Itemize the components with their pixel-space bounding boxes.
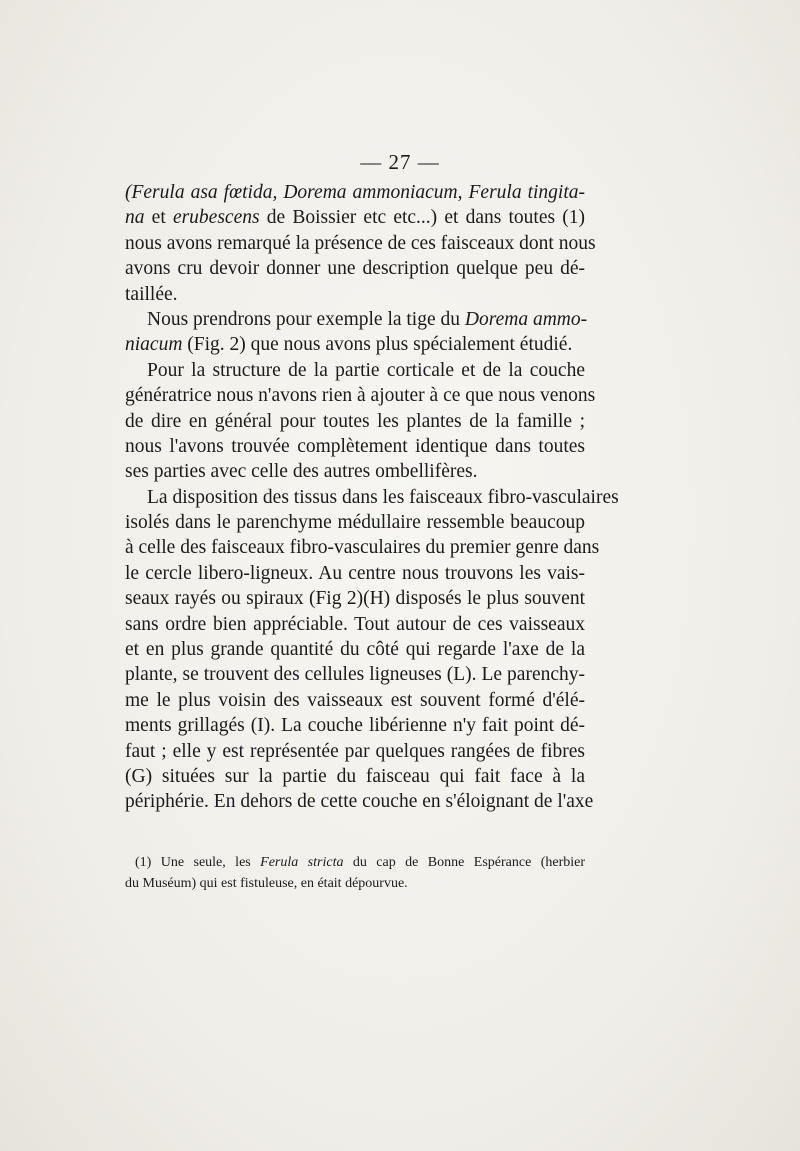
text-line: et en plus grande quantité du côté qui regarde l'axe de la [125,639,585,661]
body-text [125,180,619,815]
footnote-line: du Muséum) qui est fistuleuse, en était dépourvue. [125,876,408,891]
text-line: (Ferula asa fœtida, Dorema ammoniacum, Ferula tingita- [125,182,585,203]
page-number: — 27 — [360,150,440,174]
paragraph [125,180,596,307]
footnotes [125,852,585,894]
text-line: le cercle libero-ligneux. Au centre nous trouvons les vais- [125,562,585,584]
text-line: nous l'avons trouvée complètement identique dans toutes [125,435,585,457]
text-line: nous avons remarqué la présence de ces faisceaux dont nous [125,232,596,254]
text-line: génératrice nous n'avons rien à ajouter à ce que nous venons [125,385,596,407]
text-line: avons cru devoir donner une description quelque peu dé- [125,258,585,280]
paragraph [125,307,588,358]
text-line: sans ordre bien appréciable. Tout autour de ces vaisseaux [125,613,585,635]
text-line: faut ; elle y est représentée par quelques rangées de fibres [125,740,585,762]
text-line: seaux rayés ou spiraux (Fig 2)(H) disposés le plus souvent [125,588,585,610]
footnote-line: (1) Une seule, les Ferula stricta du cap de Bonne Espérance (herbier [135,855,586,870]
text-line: de dire en général pour toutes les plantes de la famille ; [125,410,585,432]
footnote [125,852,585,894]
paragraph [125,358,596,485]
text-line: (G) situées sur la partie du faisceau qui fait face à la [125,765,585,787]
text-line: isolés dans le parenchyme médullaire ressemble beaucoup [125,512,585,534]
text-line: taillée. [125,283,178,305]
text-line: La disposition des tissus dans les faisceaux fibro-vasculaires [147,486,619,508]
text-line: ments grillagés (I). La couche libérienne n'y fait point dé- [125,715,585,737]
text-line: plante, se trouvent des cellules ligneuses (L). Le parenchy- [125,664,585,686]
text-line: Nous prendrons pour exemple la tige du Dorema ammo- [147,308,588,330]
paragraph [125,485,619,815]
text-line: niacum (Fig. 2) que nous avons plus spécialement étudié. [125,334,573,356]
text-line: périphérie. En dehors de cette couche en s'éloignant de l'axe [125,791,594,813]
text-line: à celle des faisceaux fibro-vasculaires du premier genre dans [125,537,600,559]
text-line: na et erubescens de Boissier etc etc...) et dans toutes (1) [125,207,586,229]
text-line: Pour la structure de la partie corticale et de la couche [147,359,585,381]
text-line: me le plus voisin des vaisseaux est souvent formé d'élé- [125,689,585,711]
text-line: ses parties avec celle des autres ombellifères. [125,461,478,483]
